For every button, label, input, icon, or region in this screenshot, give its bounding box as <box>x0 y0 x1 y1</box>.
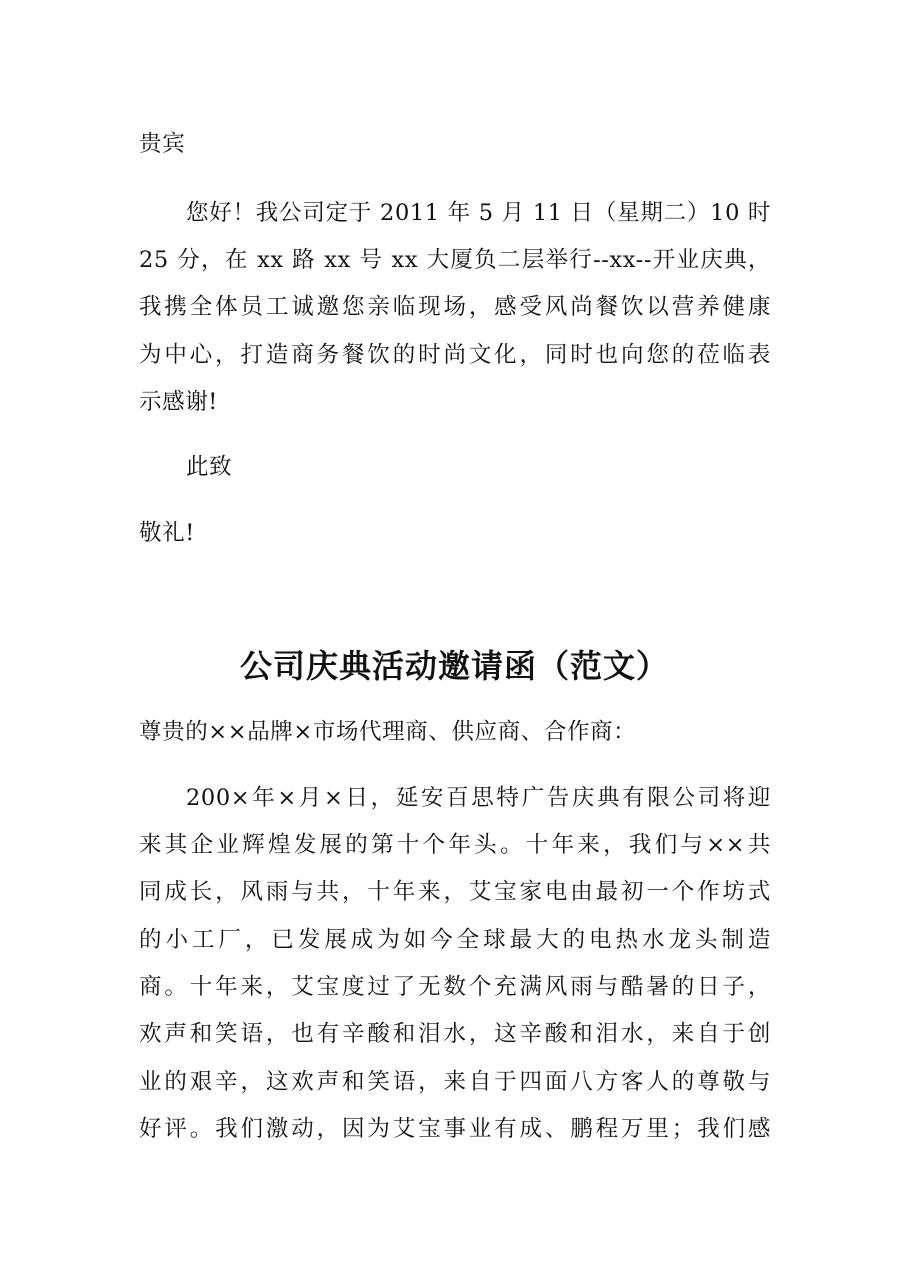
body-line: 200×年×月×日，延安百思特广告庆典有限公司将迎 <box>186 785 771 811</box>
body-line: 的小工厂，已发展成为如今全球最大的电热水龙头制造 <box>139 927 771 953</box>
body-line: 业的艰辛，这欢声和笑语，来自于四面八方客人的尊敬与 <box>139 1069 771 1095</box>
body-line: 您好！我公司定于 2011 年 5 月 11 日（星期二）10 时 <box>186 200 771 226</box>
closing-line: 此致 <box>186 454 233 480</box>
body-line: 来其企业辉煌发展的第十个年头。十年来，我们与××共 <box>139 832 771 858</box>
body-line: 同成长，风雨与共，十年来，艾宝家电由最初一个作坊式 <box>139 879 771 905</box>
salutation: 尊贵的××品牌×市场代理商、供应商、合作商： <box>139 719 637 745</box>
body-line: 商。十年来，艾宝度过了无数个充满风雨与酷暑的日子， <box>139 974 771 1000</box>
document-title: 公司庆典活动邀请函（范文） <box>239 647 669 685</box>
body-line: 为中心，打造商务餐饮的时尚文化，同时也向您的莅临表 <box>139 342 771 368</box>
closing-line: 敬礼! <box>139 520 195 546</box>
body-line: 我携全体员工诚邀您亲临现场，感受风尚餐饮以营养健康 <box>139 294 771 320</box>
body-line: 好评。我们激动，因为艾宝事业有成、鹏程万里；我们感 <box>139 1116 771 1142</box>
body-line: 25 分，在 xx 路 xx 号 xx 大厦负二层举行--xx--开业庆典， <box>139 247 771 273</box>
body-line: 示感谢! <box>139 389 218 415</box>
salutation: 贵宾 <box>139 131 186 157</box>
body-line: 欢声和笑语，也有辛酸和泪水，这辛酸和泪水，来自于创 <box>139 1021 771 1047</box>
